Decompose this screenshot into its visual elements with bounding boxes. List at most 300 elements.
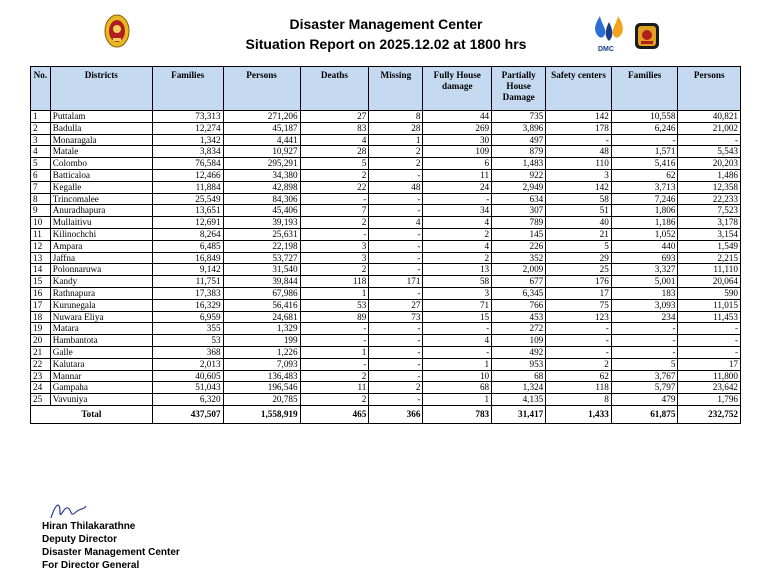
table-cell: 178	[546, 122, 612, 134]
table-cell: 58	[546, 193, 612, 205]
signatory-title: Deputy Director	[42, 534, 118, 545]
signatory-name: Hiran Thilakarathne	[42, 521, 136, 532]
table-cell: -	[678, 346, 741, 358]
table-cell: -	[369, 323, 423, 335]
table-cell: 53,727	[223, 252, 300, 264]
table-cell: 28	[369, 122, 423, 134]
table-cell: -	[369, 370, 423, 382]
table-cell: 5	[300, 158, 369, 170]
table-row	[31, 276, 741, 288]
table-cell: 1,342	[152, 134, 223, 146]
table-cell: 7,093	[223, 358, 300, 370]
table-cell: 58	[423, 276, 492, 288]
table-cell: 183	[611, 287, 678, 299]
district-cell: Nuwara Eliya	[50, 311, 152, 323]
table-cell: 735	[492, 111, 546, 123]
table-cell: 789	[492, 217, 546, 229]
table-row	[31, 311, 741, 323]
table-cell: 11,453	[678, 311, 741, 323]
table-cell: 3	[423, 287, 492, 299]
table-cell: 5	[546, 240, 612, 252]
table-cell: 1,796	[678, 394, 741, 406]
district-cell: Vavuniya	[50, 394, 152, 406]
table-cell: 879	[492, 146, 546, 158]
table-row	[31, 181, 741, 193]
table-cell: 1,329	[223, 323, 300, 335]
table-cell: 23	[31, 370, 51, 382]
report-header	[0, 14, 772, 54]
table-cell: 2	[369, 158, 423, 170]
table-cell: 10	[423, 370, 492, 382]
column-header: Deaths	[300, 67, 369, 111]
table-cell: 27	[369, 299, 423, 311]
total-cell: 437,507	[152, 405, 223, 423]
table-cell: 8	[31, 193, 51, 205]
district-cell: Batticaloa	[50, 169, 152, 181]
table-cell: 17	[546, 287, 612, 299]
table-cell: -	[369, 358, 423, 370]
table-cell: 953	[492, 358, 546, 370]
table-cell: 12,691	[152, 217, 223, 229]
table-cell: 271,206	[223, 111, 300, 123]
column-header: Families	[611, 67, 678, 111]
table-cell: 4	[423, 217, 492, 229]
table-row	[31, 228, 741, 240]
table-cell: 11,751	[152, 276, 223, 288]
district-cell: Hambantota	[50, 335, 152, 347]
table-row	[31, 335, 741, 347]
table-cell: 11,015	[678, 299, 741, 311]
table-cell: 11,884	[152, 181, 223, 193]
table-cell: 2	[300, 394, 369, 406]
table-row	[31, 193, 741, 205]
table-row	[31, 111, 741, 123]
table-cell: 5	[611, 358, 678, 370]
table-cell: 6,485	[152, 240, 223, 252]
table-cell: 5,543	[678, 146, 741, 158]
table-cell: 8,264	[152, 228, 223, 240]
table-cell: 109	[492, 335, 546, 347]
table-cell: 3,834	[152, 146, 223, 158]
district-cell: Polonnaruwa	[50, 264, 152, 276]
district-cell: Ampara	[50, 240, 152, 252]
table-cell: 1,486	[678, 169, 741, 181]
table-cell: 11	[31, 228, 51, 240]
table-cell: 922	[492, 169, 546, 181]
table-row	[31, 169, 741, 181]
table-cell: 1,324	[492, 382, 546, 394]
table-cell: 25,549	[152, 193, 223, 205]
table-cell: 89	[300, 311, 369, 323]
report-title: Disaster Management Center	[289, 16, 483, 32]
table-cell: 22	[300, 181, 369, 193]
table-row	[31, 205, 741, 217]
table-cell: 24,681	[223, 311, 300, 323]
table-cell: 20,064	[678, 276, 741, 288]
table-cell: -	[369, 228, 423, 240]
table-cell: 1	[369, 134, 423, 146]
table-cell: 22,198	[223, 240, 300, 252]
table-cell: 68	[423, 382, 492, 394]
table-cell: 10,558	[611, 111, 678, 123]
table-cell: 1	[300, 346, 369, 358]
table-cell: 83	[300, 122, 369, 134]
table-cell: 677	[492, 276, 546, 288]
table-cell: 22	[31, 358, 51, 370]
table-cell: -	[369, 346, 423, 358]
table-row	[31, 264, 741, 276]
table-cell: 51	[546, 205, 612, 217]
table-cell: 7	[300, 205, 369, 217]
table-cell: 8	[369, 111, 423, 123]
district-cell: Mannar	[50, 370, 152, 382]
table-cell: 45,406	[223, 205, 300, 217]
table-cell: 142	[546, 111, 612, 123]
table-cell: 3,093	[611, 299, 678, 311]
column-header: Districts	[50, 67, 152, 111]
table-cell: 9,142	[152, 264, 223, 276]
table-cell: 7,246	[611, 193, 678, 205]
table-cell: 118	[300, 276, 369, 288]
table-cell: 23,642	[678, 382, 741, 394]
table-cell: 51,043	[152, 382, 223, 394]
column-header: Missing	[369, 67, 423, 111]
table-cell: 1,226	[223, 346, 300, 358]
table-row	[31, 252, 741, 264]
table-cell: 8	[546, 394, 612, 406]
table-cell: -	[423, 193, 492, 205]
signatory-org: Disaster Management Center	[42, 547, 180, 558]
table-cell: 1,186	[611, 217, 678, 229]
table-cell: 17	[31, 299, 51, 311]
table-row	[31, 217, 741, 229]
total-row	[31, 405, 741, 423]
table-cell: 4	[423, 240, 492, 252]
table-cell: 7	[31, 181, 51, 193]
table-cell: 48	[369, 181, 423, 193]
table-cell: 28	[300, 146, 369, 158]
table-cell: 15	[423, 311, 492, 323]
table-cell: 19	[31, 323, 51, 335]
table-cell: 29	[546, 252, 612, 264]
table-cell: 2	[546, 358, 612, 370]
table-cell: 40	[546, 217, 612, 229]
table-cell: 118	[546, 382, 612, 394]
total-cell: 1,558,919	[223, 405, 300, 423]
district-cell: Colombo	[50, 158, 152, 170]
table-row	[31, 240, 741, 252]
table-cell: -	[678, 323, 741, 335]
table-cell: -	[369, 264, 423, 276]
table-cell: 39,193	[223, 217, 300, 229]
table-cell: 62	[611, 169, 678, 181]
table-cell: 25,631	[223, 228, 300, 240]
table-cell: -	[369, 287, 423, 299]
table-cell: 73	[369, 311, 423, 323]
table-cell: 44	[423, 111, 492, 123]
table-cell: 16	[31, 287, 51, 299]
district-cell: Kalutara	[50, 358, 152, 370]
table-cell: -	[546, 323, 612, 335]
table-row	[31, 323, 741, 335]
district-cell: Matara	[50, 323, 152, 335]
table-cell: 15	[31, 276, 51, 288]
table-cell: 1	[423, 358, 492, 370]
table-cell: 1,806	[611, 205, 678, 217]
table-cell: 2	[31, 122, 51, 134]
table-cell: 3,896	[492, 122, 546, 134]
table-cell: 20,203	[678, 158, 741, 170]
table-cell: -	[369, 193, 423, 205]
table-cell: 234	[611, 311, 678, 323]
district-cell: Puttalam	[50, 111, 152, 123]
table-cell: 497	[492, 134, 546, 146]
table-cell: 145	[492, 228, 546, 240]
table-cell: 12,358	[678, 181, 741, 193]
table-cell: 76,584	[152, 158, 223, 170]
table-cell: 2	[300, 217, 369, 229]
column-header: Persons	[678, 67, 741, 111]
total-label: Total	[31, 405, 153, 423]
table-cell: 22,233	[678, 193, 741, 205]
table-cell: -	[423, 323, 492, 335]
table-cell: 4	[369, 217, 423, 229]
table-row	[31, 146, 741, 158]
table-cell: 30	[423, 134, 492, 146]
table-cell: 123	[546, 311, 612, 323]
district-cell: Rathnapura	[50, 287, 152, 299]
total-cell: 1,433	[546, 405, 612, 423]
table-cell: 6	[423, 158, 492, 170]
district-cell: Kurunegala	[50, 299, 152, 311]
table-cell: 295,291	[223, 158, 300, 170]
table-cell: -	[611, 134, 678, 146]
table-row	[31, 346, 741, 358]
table-cell: -	[678, 335, 741, 347]
table-cell: 6,246	[611, 122, 678, 134]
table-cell: 2	[423, 228, 492, 240]
table-cell: 2	[369, 382, 423, 394]
table-cell: 136,483	[223, 370, 300, 382]
table-cell: 2,215	[678, 252, 741, 264]
table-cell: 48	[546, 146, 612, 158]
table-cell: 53	[300, 299, 369, 311]
table-cell: 9	[31, 205, 51, 217]
table-cell: 5,001	[611, 276, 678, 288]
table-cell: 176	[546, 276, 612, 288]
table-cell: 2,013	[152, 358, 223, 370]
table-cell: 20	[31, 335, 51, 347]
table-cell: 16,329	[152, 299, 223, 311]
table-cell: 25	[546, 264, 612, 276]
table-cell: 2	[369, 146, 423, 158]
table-row	[31, 158, 741, 170]
table-cell: 39,844	[223, 276, 300, 288]
table-cell: -	[369, 252, 423, 264]
table-row	[31, 287, 741, 299]
district-cell: Kegalle	[50, 181, 152, 193]
table-cell: 53	[152, 335, 223, 347]
table-cell: 17	[678, 358, 741, 370]
table-cell: 71	[423, 299, 492, 311]
column-header: No.	[31, 67, 51, 111]
table-cell: 368	[152, 346, 223, 358]
table-cell: 307	[492, 205, 546, 217]
table-cell: 1,052	[611, 228, 678, 240]
report-subtitle: Situation Report on 2025.12.02 at 1800 hrs	[245, 36, 527, 52]
table-cell: 10,927	[223, 146, 300, 158]
table-cell: -	[369, 335, 423, 347]
table-row	[31, 370, 741, 382]
total-cell: 465	[300, 405, 369, 423]
table-cell: 84,306	[223, 193, 300, 205]
table-row	[31, 299, 741, 311]
table-cell: 2	[423, 252, 492, 264]
table-cell: 171	[369, 276, 423, 288]
total-cell: 31,417	[492, 405, 546, 423]
table-cell: 13	[31, 252, 51, 264]
district-cell: Anuradhapura	[50, 205, 152, 217]
table-row	[31, 382, 741, 394]
table-cell: 56,416	[223, 299, 300, 311]
table-cell: 196,546	[223, 382, 300, 394]
table-cell: -	[369, 394, 423, 406]
table-cell: 1	[423, 394, 492, 406]
table-cell: 2	[300, 370, 369, 382]
table-cell: 6	[31, 169, 51, 181]
table-cell: -	[546, 335, 612, 347]
signature-block	[42, 520, 180, 572]
table-cell: 16,849	[152, 252, 223, 264]
district-cell: Matale	[50, 146, 152, 158]
table-row	[31, 394, 741, 406]
table-cell: 24	[423, 181, 492, 193]
table-cell: 5,797	[611, 382, 678, 394]
district-cell: Galle	[50, 346, 152, 358]
table-row	[31, 134, 741, 146]
district-cell: Trincomalee	[50, 193, 152, 205]
table-cell: 355	[152, 323, 223, 335]
district-cell: Gampaha	[50, 382, 152, 394]
table-cell: -	[546, 134, 612, 146]
table-cell: 492	[492, 346, 546, 358]
table-cell: 4	[423, 335, 492, 347]
table-cell: 73,313	[152, 111, 223, 123]
table-cell: 10	[31, 217, 51, 229]
table-cell: 1,549	[678, 240, 741, 252]
table-cell: 2	[300, 169, 369, 181]
table-cell: -	[369, 205, 423, 217]
dmc-logo-text: DMC	[598, 46, 614, 53]
table-cell: 352	[492, 252, 546, 264]
table-cell: 40,605	[152, 370, 223, 382]
table-cell: 272	[492, 323, 546, 335]
table-cell: 226	[492, 240, 546, 252]
table-cell: 6,959	[152, 311, 223, 323]
table-cell: 13,651	[152, 205, 223, 217]
table-cell: -	[300, 228, 369, 240]
table-cell: 109	[423, 146, 492, 158]
table-cell: 34,380	[223, 169, 300, 181]
table-cell: -	[300, 323, 369, 335]
total-cell: 61,875	[611, 405, 678, 423]
signatory-for: For Director General	[42, 560, 140, 571]
column-header: Fully House damage	[423, 67, 492, 111]
column-header: Partially House Damage	[492, 67, 546, 111]
table-cell: 2,949	[492, 181, 546, 193]
table-row	[31, 358, 741, 370]
column-header: Safety centers	[546, 67, 612, 111]
table-cell: 3	[300, 240, 369, 252]
table-cell: 25	[31, 394, 51, 406]
table-cell: 4,135	[492, 394, 546, 406]
table-cell: -	[611, 335, 678, 347]
district-cell: Kandy	[50, 276, 152, 288]
table-cell: -	[546, 346, 612, 358]
table-cell: 6,345	[492, 287, 546, 299]
table-cell: 110	[546, 158, 612, 170]
table-cell: 12	[31, 240, 51, 252]
table-cell: 11,800	[678, 370, 741, 382]
table-cell: 5,416	[611, 158, 678, 170]
column-header: Families	[152, 67, 223, 111]
table-cell: 12,466	[152, 169, 223, 181]
table-cell: 453	[492, 311, 546, 323]
total-cell: 232,752	[678, 405, 741, 423]
district-cell: Badulla	[50, 122, 152, 134]
table-cell: -	[423, 346, 492, 358]
total-cell: 783	[423, 405, 492, 423]
table-cell: 1,483	[492, 158, 546, 170]
table-cell: 1,571	[611, 146, 678, 158]
table-cell: 5	[31, 158, 51, 170]
table-cell: -	[369, 169, 423, 181]
table-cell: 12,274	[152, 122, 223, 134]
table-cell: 40,821	[678, 111, 741, 123]
table-cell: 269	[423, 122, 492, 134]
district-cell: Mullaitivu	[50, 217, 152, 229]
table-cell: 21,002	[678, 122, 741, 134]
table-cell: 21	[31, 346, 51, 358]
table-cell: 590	[678, 287, 741, 299]
table-cell: 634	[492, 193, 546, 205]
table-cell: 3,154	[678, 228, 741, 240]
table-cell: 3	[300, 252, 369, 264]
table-cell: 4	[31, 146, 51, 158]
table-cell: 3,327	[611, 264, 678, 276]
table-cell: 1	[300, 287, 369, 299]
table-cell: 3	[31, 134, 51, 146]
table-header-row	[31, 67, 741, 111]
table-cell: 18	[31, 311, 51, 323]
table-cell: 11	[423, 169, 492, 181]
table-cell: 68	[492, 370, 546, 382]
table-cell: 42,898	[223, 181, 300, 193]
table-cell: 440	[611, 240, 678, 252]
table-cell: -	[678, 134, 741, 146]
table-cell: 11,110	[678, 264, 741, 276]
table-cell: 24	[31, 382, 51, 394]
table-cell: 142	[546, 181, 612, 193]
table-cell: 21	[546, 228, 612, 240]
table-cell: 2	[300, 264, 369, 276]
table-cell: 27	[300, 111, 369, 123]
table-cell: -	[611, 323, 678, 335]
table-cell: 45,187	[223, 122, 300, 134]
table-row	[31, 122, 741, 134]
district-cell: Kilinochchi	[50, 228, 152, 240]
table-cell: -	[300, 358, 369, 370]
